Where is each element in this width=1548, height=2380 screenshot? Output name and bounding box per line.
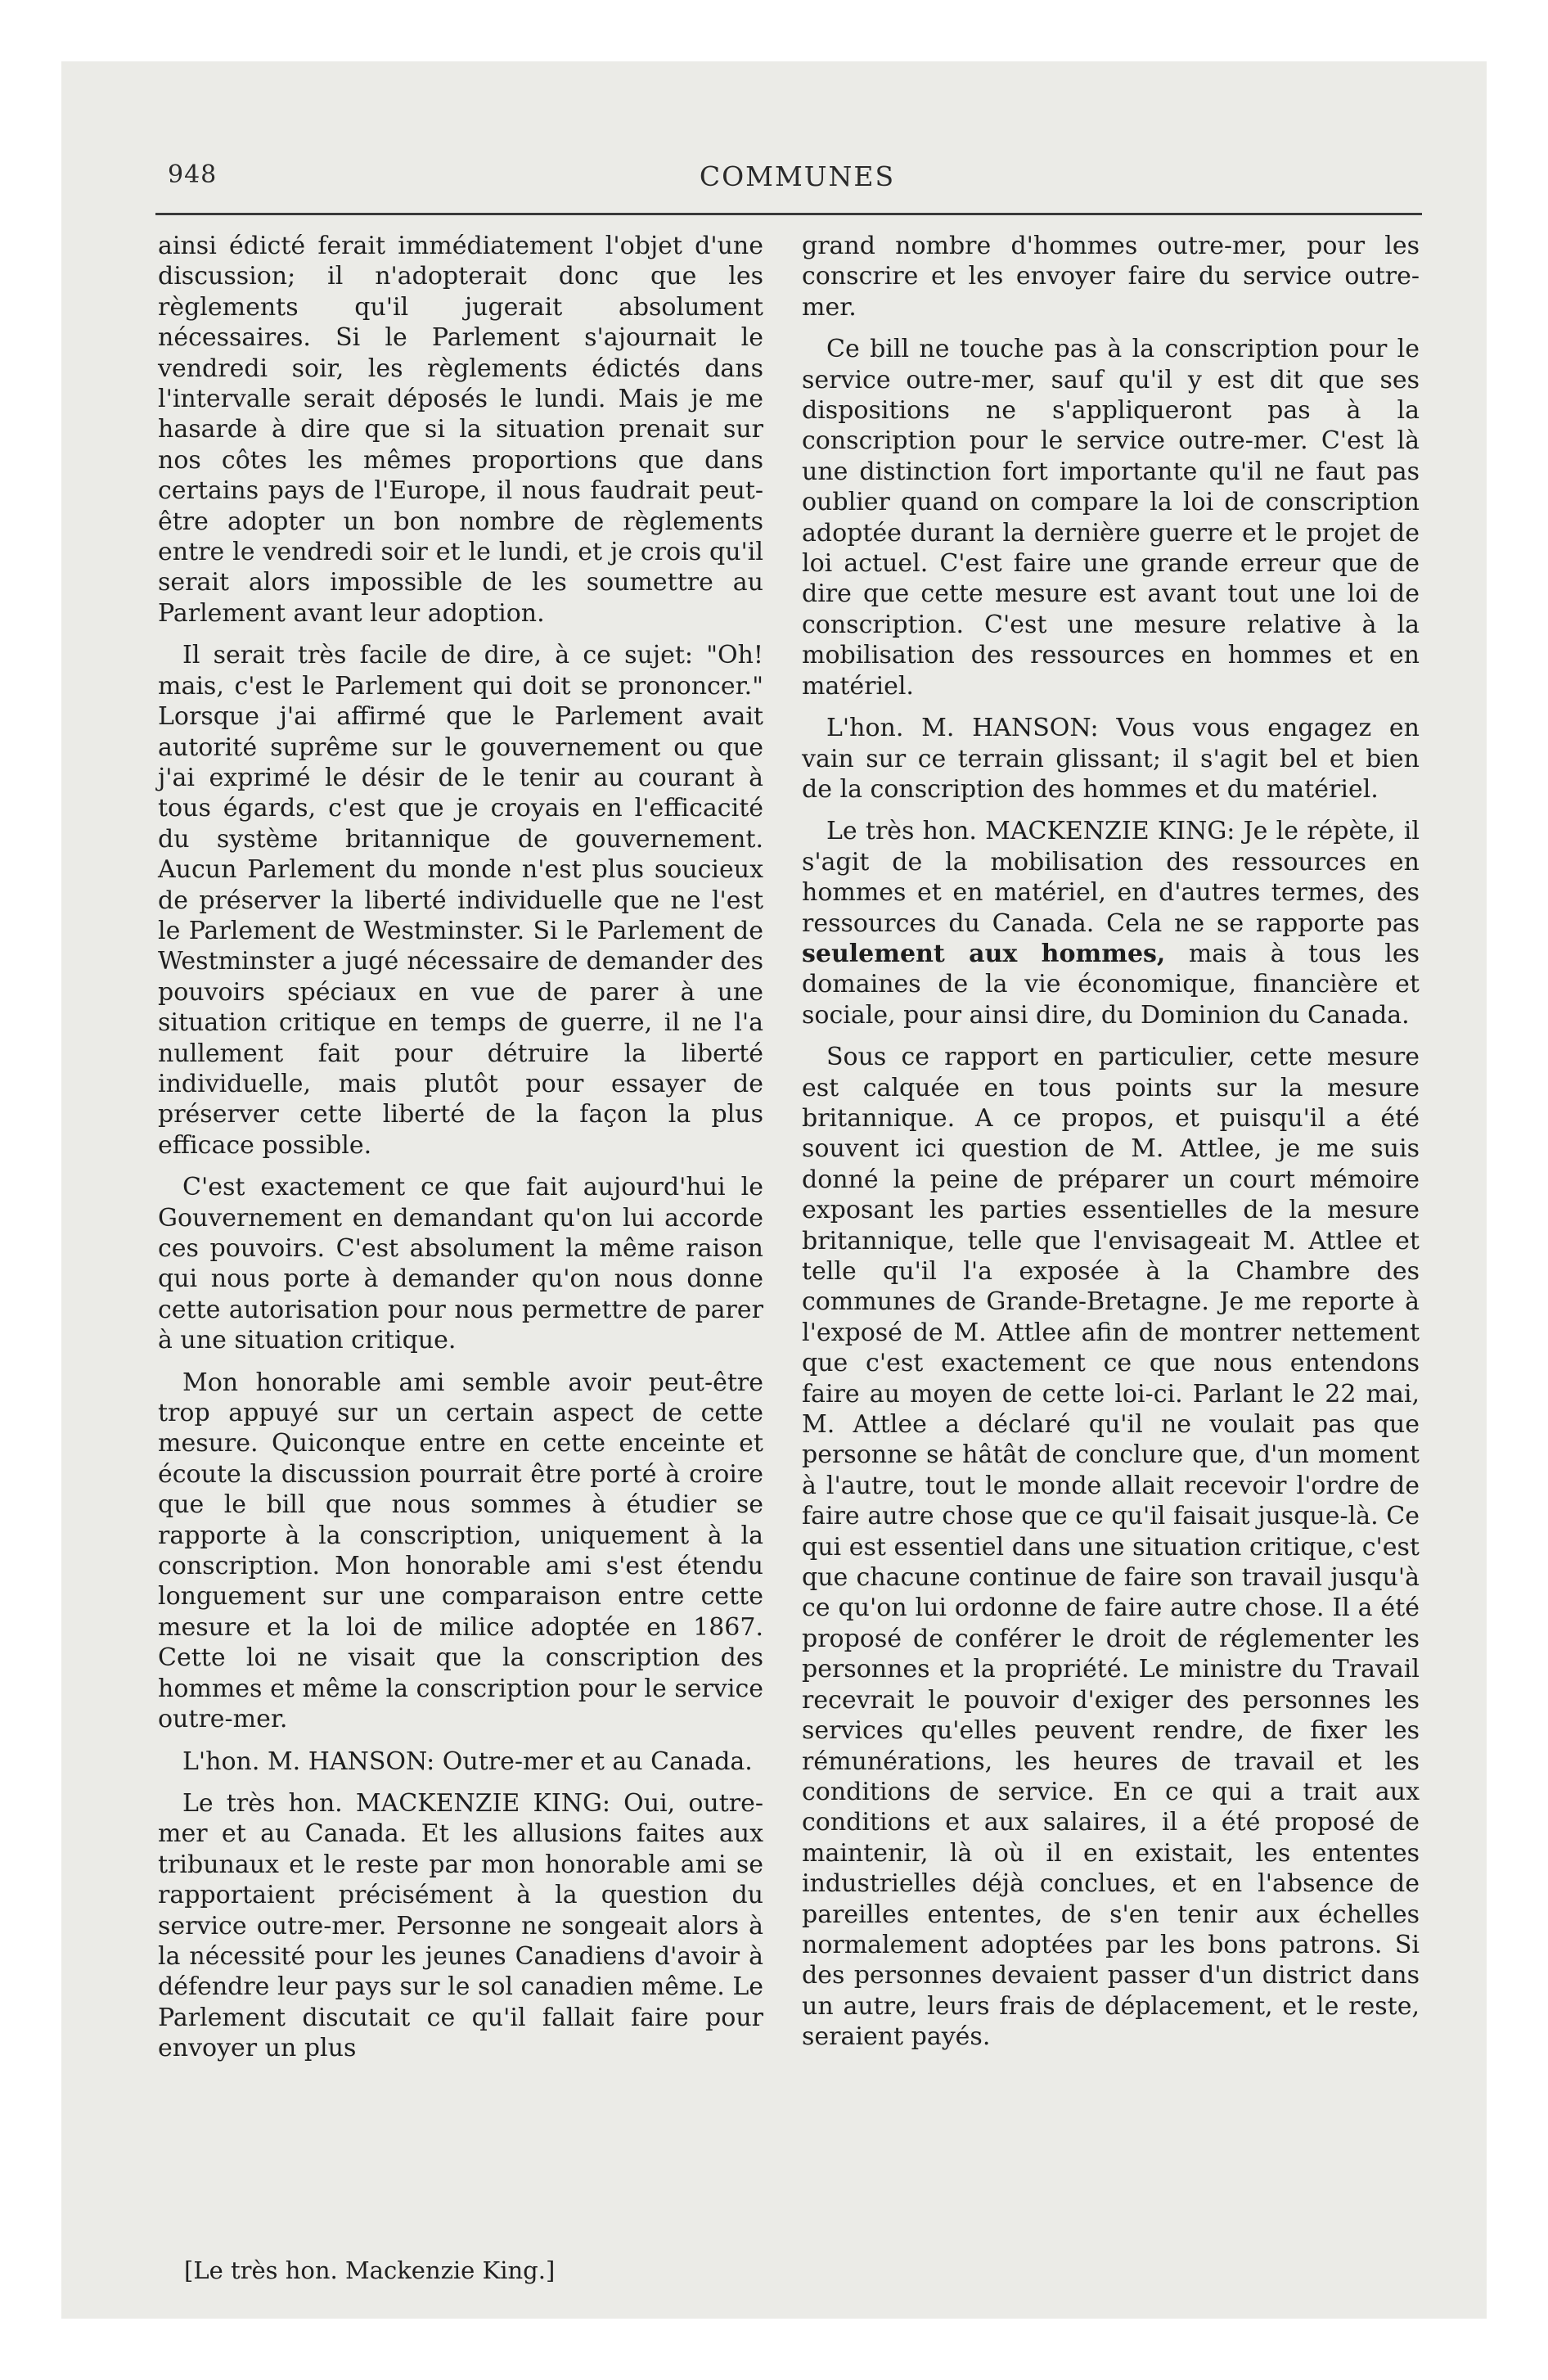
speaker-paragraph: L'hon. M. HANSON: Outre-mer et au Canada. bbox=[182, 1747, 753, 1776]
page-footer: [Le très hon. Mackenzie King.] bbox=[184, 2256, 556, 2284]
paragraph: ainsi édicté ferait immédiatement l'objet d'une discussion; il n'adopterait donc que les règlements qu'il jugerait absolument nécessaires. Si le Parlement s'ajournait le vendredi soir, les règlements édictés dans l'intervalle serait déposés le lundi. Mais je me hasarde à dire que si la situation prenait sur nos côtes les mêmes proportions que dans certains pays de l'Europe, il nous faudrait peut-être adopter un bon nombre de règlements entre le vendredi soir et le lundi, et je crois qu'il serait alors impossible de les soumettre au Parlement avant leur adoption. bbox=[158, 232, 763, 628]
king-text-end: mais à tous les domaines de la vie économique, financière et sociale, pour ainsi dire, du Dominion du Canada. bbox=[802, 939, 1420, 1030]
paragraph: Sous ce rapport en particulier, cette mesure est calquée en tous points sur la mesure britannique. A ce propos, et puisqu'il a été souvent ici question de M. Attlee, je me suis donné la peine de préparer un court mémoire exposant les parties essentielles de la mesure britannique, telle que l'envisageait M. Attlee et telle qu'il l'a exposée à la Chambre des communes de Grande-Bretagne. Je me reporte à l'exposé de M. Attlee afin de montrer nettement que c'est exactement ce que nous entendons faire au moyen de cette loi-ci. Parlant le 22 mai, M. Attlee a déclaré qu'il ne voulait pas que personne se hâtât de conclure que, d'un moment à l'autre, tout le monde allait recevoir l'ordre de faire autre chose que ce qu'il faisait jusque-là. Ce qui est essentiel dans une situation critique, c'est que chacune continue de faire son travail jusqu'à ce qu'on lui ordonne de faire autre chose. Il a été proposé de conférer le droit de réglementer les personnes et la propriété. Le ministre du Travail recevrait le pouvoir d'exiger des personnes les services qu'elles peuvent rendre, de fixer les rémunérations, les heures de travail et les conditions de service. En ce qui a trait aux conditions et aux salaires, il a été proposé de maintenir, là où il en existait, les ententes industrielles déjà conclues, et en l'absence de pareilles ententes, de s'en tenir aux échelles normalement adoptées par les bons patrons. Si des personnes devaient passer d'un district dans un autre, leurs frais de déplacement, et le reste, seraient payés. bbox=[802, 1043, 1420, 2052]
paragraph: Il serait très facile de dire, à ce sujet: "Oh! mais, c'est le Parlement qui doit se prononcer." Lorsque j'ai affirmé que le Parlement avait autorité suprême sur le gouvernement ou que j'ai exprimé le désir de le tenir au courant à tous égards, c'est que je croyais en l'efficacité du système britannique de gouvernement. Aucun Parlement du monde n'est plus soucieux de préserver la liberté individuelle que ne l'est le Parlement de Westminster. Si le Parlement de Westminster a jugé nécessaire de demander des pouvoirs spéciaux en vue de parer à une situation critique en temps de guerre, il ne l'a nullement fait pour détruire la liberté individuelle, mais plutôt pour essayer de préserver cette liberté de la façon la plus efficace possible. bbox=[158, 641, 763, 1160]
king-text-start: Le très hon. MACKENZIE KING: Je le répète, il s'agit de la mobilisation des ressources en hommes et en matériel, en d'autres termes, des ressources du Canada. Cela ne se rapporte pas bbox=[802, 817, 1420, 938]
page-header bbox=[168, 160, 1427, 201]
bold-emphasis: seulement aux hommes, bbox=[802, 939, 1166, 968]
speaker-paragraph: Le très hon. MACKENZIE KING: Oui, outre-mer et au Canada. Et les allusions faites aux tribunaux et le reste par mon honorable ami se rapportaient précisément à la question du service outre-mer. Personne ne songeait alors à la nécessité pour les jeunes Canadiens d'avoir à défendre leur pays sur le sol canadien même. Le Parlement discutait ce qu'il fallait faire pour envoyer un plus bbox=[158, 1788, 764, 2063]
paragraph: Ce bill ne touche pas à la conscription pour le service outre-mer, sauf qu'il y est dit que ses dispositions ne s'appliqueront pas à la conscription pour le service outre-mer. C'est là une distinction fort importante qu'il ne faut pas oublier quand on compare la loi de conscription adoptée durant la dernière guerre et le projet de loi actuel. C'est faire une grande erreur que de dire que cette mesure est avant tout une loi de conscription. C'est une mesure relative à la mobilisation des ressources en hommes et en matériel. bbox=[802, 335, 1420, 701]
paragraph: grand nombre d'hommes outre-mer, pour les conscrire et les envoyer faire du service outre-mer. bbox=[802, 232, 1420, 322]
paragraph: Mon honorable ami semble avoir peut-être trop appuyé sur un certain aspect de cette mesure. Quiconque entre en cette enceinte et écoute la discussion pourrait être porté à croire que le bill que nous sommes à étudier se rapporte à la conscription, uniquement à la conscription. Mon honorable ami s'est étendu longuement sur une comparaison entre cette mesure et la loi de milice adoptée en 1867. Cette loi ne visait que la conscription des hommes et même la conscription pour le service outre-mer. bbox=[158, 1368, 763, 1734]
header-rule bbox=[155, 213, 1422, 215]
speaker-paragraph: L'hon. M. HANSON: Vous vous engagez en vain sur ce terrain glissant; il s'agit bel et bien de la conscription des hommes et du matériel. bbox=[802, 714, 1420, 804]
page-number: 948 bbox=[168, 160, 218, 189]
paragraph: C'est exactement ce que fait aujourd'hui le Gouvernement en demandant qu'on lui accorde ces pouvoirs. C'est absolument la même raison qui nous porte à demander qu'on nous donne cette autorisation pour nous permettre de parer à une situation critique. bbox=[158, 1173, 763, 1355]
speaker-paragraph bbox=[802, 816, 1420, 1030]
right-column bbox=[802, 231, 1420, 2064]
running-head: COMMUNES bbox=[699, 160, 896, 192]
left-column bbox=[158, 231, 763, 2076]
